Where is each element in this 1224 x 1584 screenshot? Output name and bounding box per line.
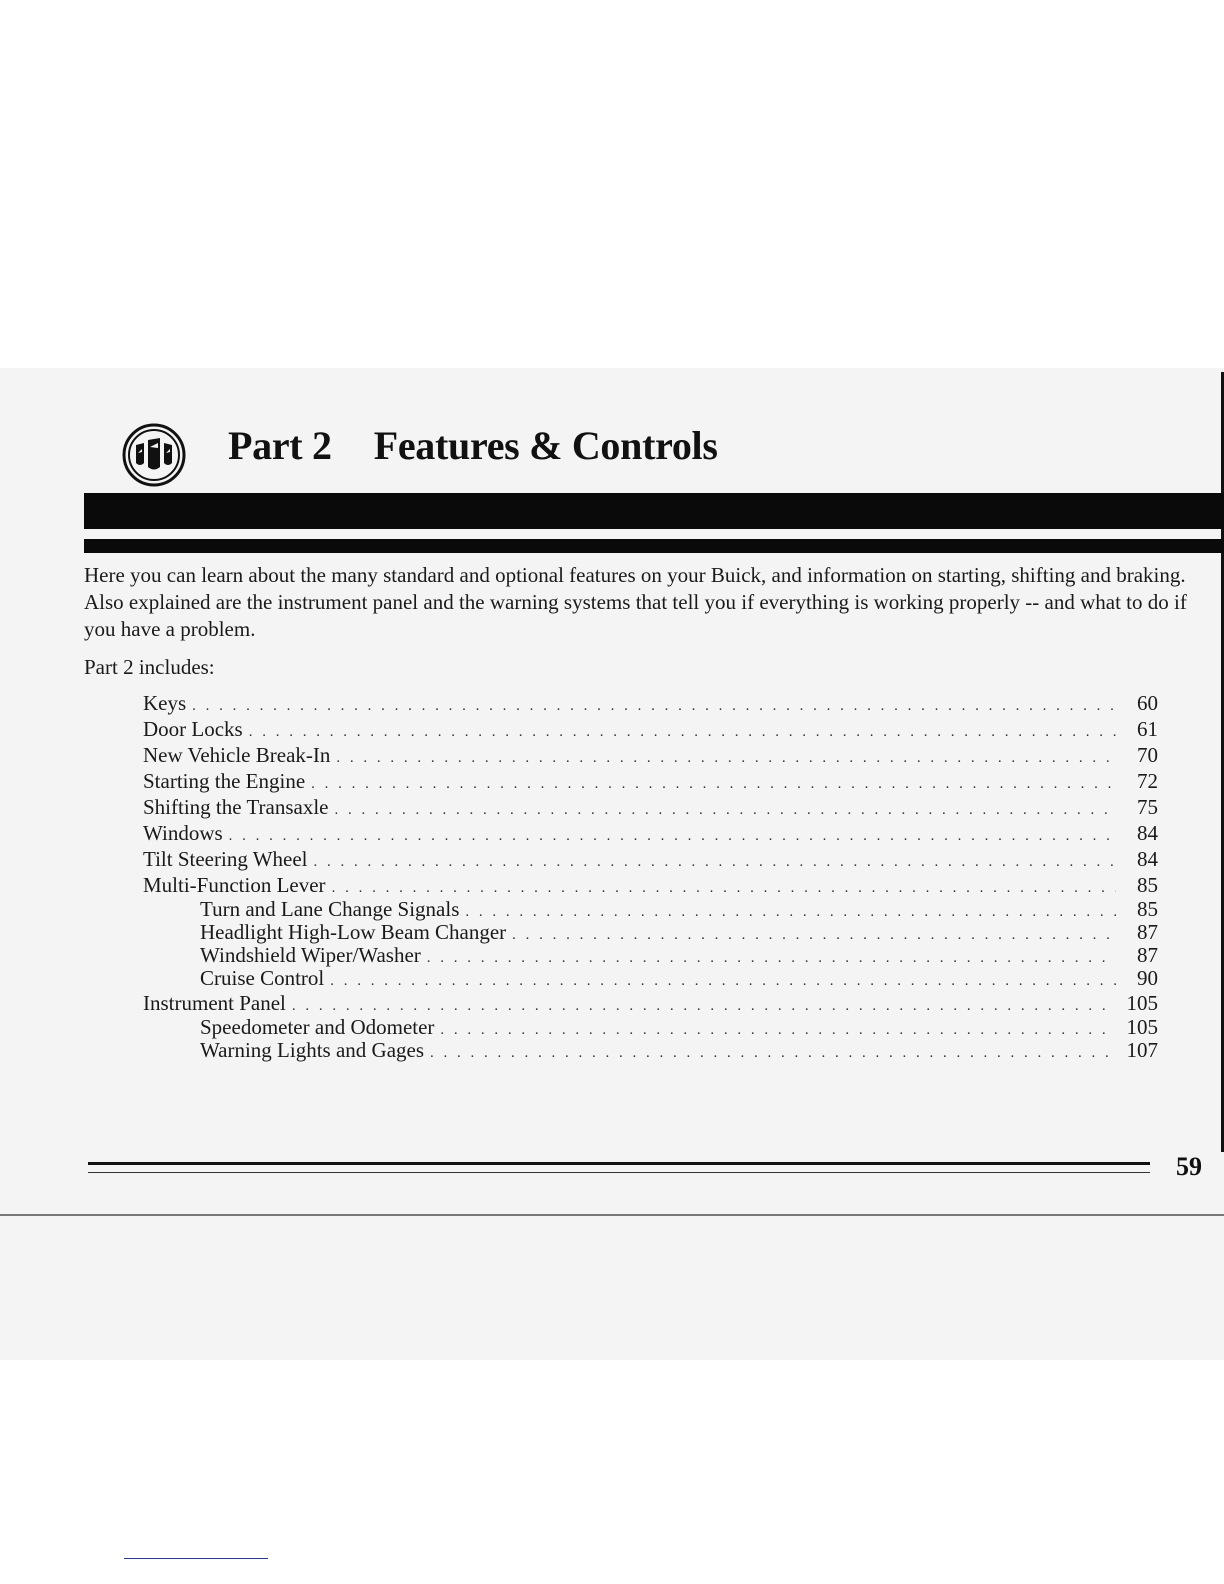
toc-entry-page: 70: [1137, 743, 1158, 767]
toc-entry-label: Warning Lights and Gages: [200, 1038, 425, 1062]
dot-leader: [249, 719, 1116, 745]
dot-leader: [430, 1042, 1116, 1065]
toc-entry[interactable]: [143, 716, 1158, 742]
toc-entry[interactable]: [143, 820, 1158, 846]
toc-entry[interactable]: [143, 990, 1158, 1016]
toc-entry-page: 105: [1126, 991, 1158, 1015]
section-title: Features & Controls: [373, 423, 718, 468]
toc-entry-page: 87: [1137, 943, 1158, 967]
toc-entry-label: Instrument Panel: [143, 991, 286, 1015]
toc-entry[interactable]: [143, 846, 1158, 872]
dot-leader: [192, 693, 1116, 719]
header-bar-thin: [84, 539, 1224, 553]
toc-entry[interactable]: [143, 794, 1158, 820]
dot-leader: [314, 849, 1117, 875]
page-title: [228, 422, 718, 469]
buick-tri-shield-icon: [122, 423, 186, 487]
toc-entry-label: Keys: [143, 691, 187, 715]
dot-leader: [465, 901, 1116, 924]
scan-line: [124, 1558, 268, 1559]
toc-entry-label: Speedometer and Odometer: [200, 1015, 435, 1039]
toc-entry[interactable]: [143, 872, 1158, 898]
toc-entry[interactable]: [143, 1016, 1158, 1039]
dot-leader: [311, 771, 1116, 797]
toc-entry-label: Multi-Function Lever: [143, 873, 326, 897]
dot-leader: [512, 924, 1116, 947]
footer-rule: [88, 1162, 1150, 1165]
toc-entry-page: 90: [1137, 966, 1158, 990]
toc-entry[interactable]: [143, 742, 1158, 768]
dot-leader: [440, 1019, 1116, 1042]
page-bottom-rule: [0, 1214, 1224, 1216]
toc-entry-page: 85: [1137, 897, 1158, 921]
toc-entry-label: Windows: [143, 821, 223, 845]
dot-leader: [427, 947, 1116, 970]
page-number: 59: [1176, 1152, 1202, 1181]
toc-entry-label: Shifting the Transaxle: [143, 795, 329, 819]
toc-entry-page: 105: [1126, 1015, 1158, 1039]
toc-entry-page: 75: [1137, 795, 1158, 819]
part-label: Part 2: [228, 423, 332, 468]
toc-entry-label: New Vehicle Break-In: [143, 743, 331, 767]
toc-entry[interactable]: [143, 921, 1158, 944]
dot-leader: [229, 823, 1116, 849]
intro-paragraph: Here you can learn about the many standard and optional features on your Buick, and information on starting, shifting and braking. Also explained are the instrument panel and the warning systems that tell you if everything is working properly -- and what to do if you have a problem.: [84, 563, 1187, 641]
dot-leader: [330, 970, 1116, 993]
toc-entry-label: Door Locks: [143, 717, 243, 741]
toc-entry-label: Starting the Engine: [143, 769, 306, 793]
header-bar: [84, 493, 1224, 529]
toc-entry-label: Headlight High-Low Beam Changer: [200, 920, 507, 944]
toc-entry-page: 60: [1137, 691, 1158, 715]
toc-entry-label: Tilt Steering Wheel: [143, 847, 308, 871]
toc-entry[interactable]: [143, 768, 1158, 794]
toc-entry[interactable]: [143, 690, 1158, 716]
toc-entry-page: 72: [1137, 769, 1158, 793]
toc-entry[interactable]: [143, 944, 1158, 967]
toc-entry[interactable]: [143, 898, 1158, 921]
toc-entry-page: 85: [1137, 873, 1158, 897]
toc-entry-page: 107: [1126, 1038, 1158, 1062]
includes-label: Part 2 includes:: [84, 655, 215, 679]
dot-leader: [336, 745, 1116, 771]
toc-entry-label: Windshield Wiper/Washer: [200, 943, 421, 967]
footer-rule-thin: [88, 1172, 1150, 1173]
toc-entry-page: 84: [1137, 821, 1158, 845]
toc-entry[interactable]: [143, 1039, 1158, 1062]
table-of-contents: [143, 690, 1158, 1062]
toc-entry[interactable]: [143, 967, 1158, 990]
dot-leader: [335, 797, 1116, 823]
toc-entry-page: 84: [1137, 847, 1158, 871]
toc-entry-label: Cruise Control: [200, 966, 325, 990]
toc-entry-page: 87: [1137, 920, 1158, 944]
toc-entry-label: Turn and Lane Change Signals: [200, 897, 460, 921]
toc-entry-page: 61: [1137, 717, 1158, 741]
